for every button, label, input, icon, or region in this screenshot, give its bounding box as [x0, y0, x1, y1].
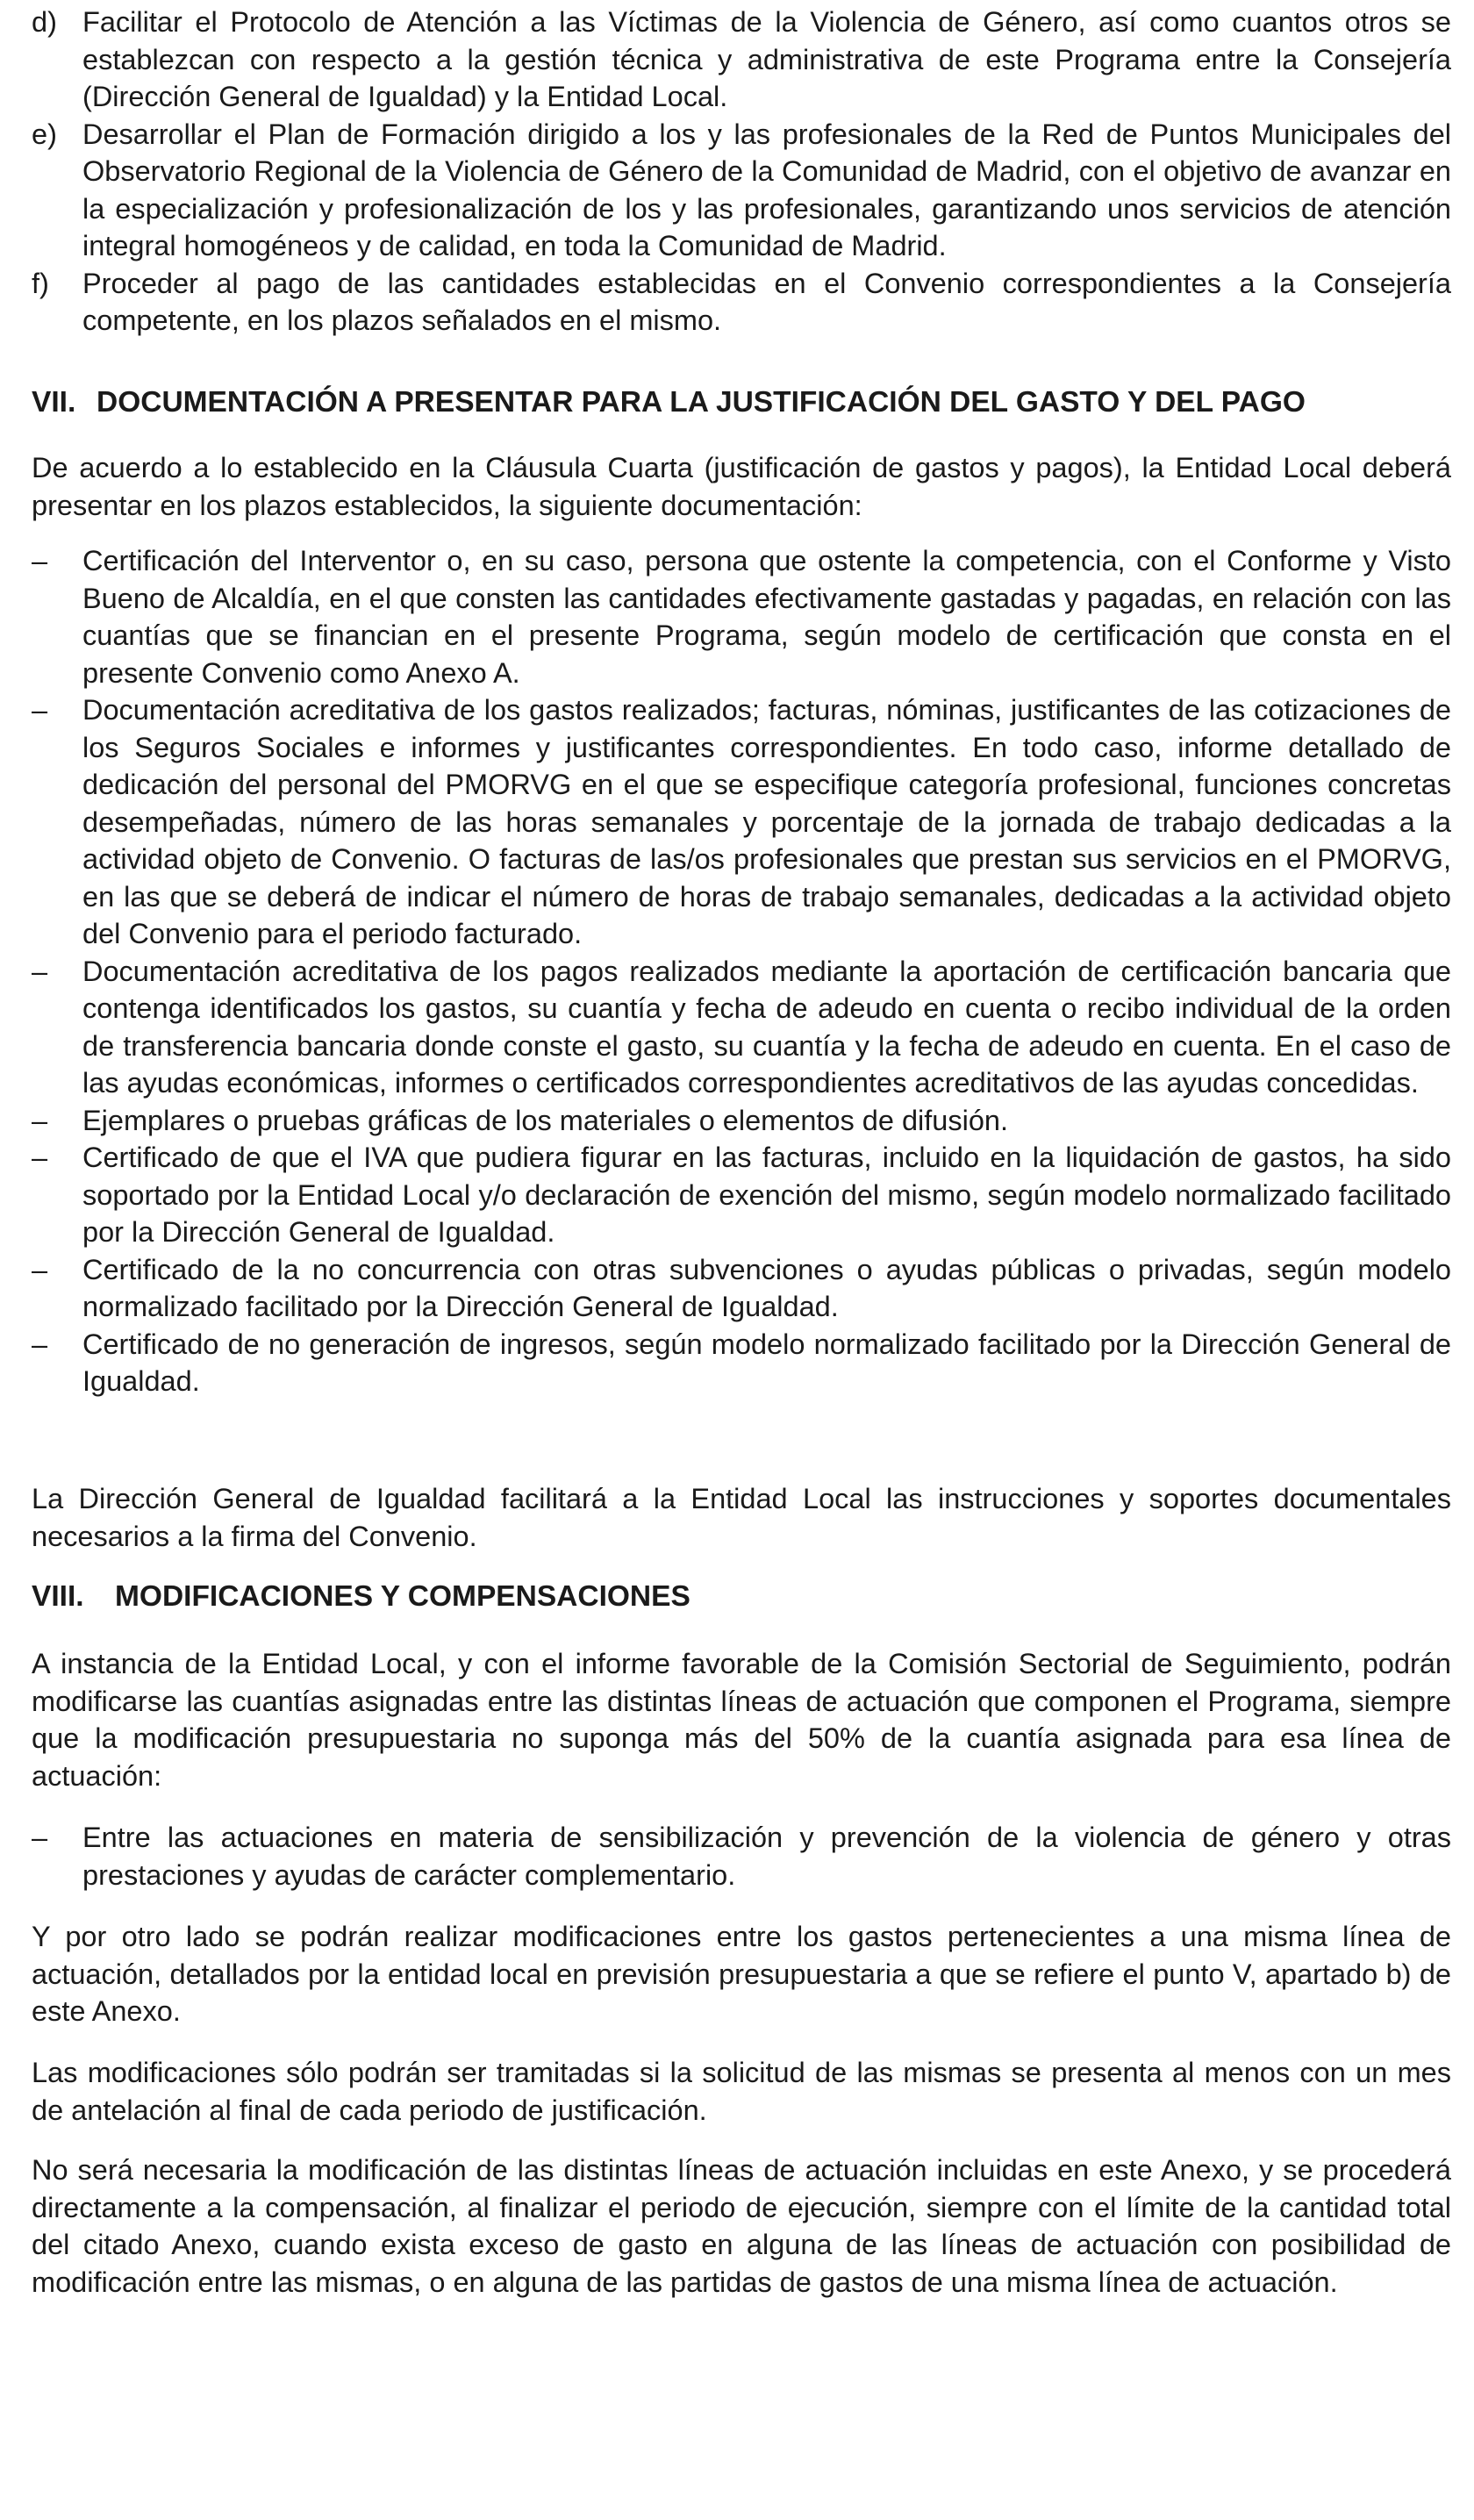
section-viii-para-2: Y por otro lado se podrán realizar modificaciones entre los gastos pertenecientes a una misma línea de actuación, detallados por la entidad local en previsión presupuestaria a que se refiere el punto V, apartado b) de este Anexo.: [32, 1921, 1451, 2027]
list-item: [32, 1326, 1451, 1400]
section-viii-intro: A instancia de la Entidad Local, y con el informe favorable de la Comisión Sectorial de Seguimiento, podrán modificarse las cuantías asignadas entre las distintas líneas de actuación que componen el Programa, siempre que la modificación presupuestaria no suponga más del 50% de la cuantía asignada para esa línea de actuación:: [32, 1648, 1451, 1792]
list-item: [32, 265, 1451, 340]
section-viii-title: MODIFICACIONES Y COMPENSACIONES: [115, 1580, 690, 1613]
section-vii-list: [32, 542, 1451, 1400]
section-vii-closing: La Dirección General de Igualdad facilitará a la Entidad Local las instrucciones y soportes documentales necesarios a la firma del Convenio.: [32, 1483, 1451, 1552]
list-item: [32, 1139, 1451, 1251]
list-item: [32, 953, 1451, 1102]
section-vii-heading: [32, 384, 1451, 422]
item-text: Certificado de que el IVA que pudiera figurar en las facturas, incluido en la liquidación de gastos, ha sido soportado por la Entidad Local y/o declaración de exención del mismo, según modelo normalizado facilitado por la Dirección General de Igualdad.: [82, 1142, 1451, 1248]
list-item: [32, 1819, 1451, 1894]
item-text: Certificación del Interventor o, en su caso, persona que ostente la competencia, con el Conforme y Visto Bueno de Alcaldía, en el que consten las cantidades efectivamente gastadas y pagadas, en relación con las cuantías que se financian en el presente Programa, según modelo de certificación que consta en el presente Convenio como Anexo A.: [82, 545, 1451, 689]
dash-marker: –: [32, 1142, 48, 1173]
section-vii-intro: De acuerdo a lo establecido en la Cláusula Cuarta (justificación de gastos y pagos), la Entidad Local deberá presentar en los plazos establecidos, la siguiente documentación:: [32, 452, 1451, 521]
section-viii-list: [32, 1819, 1451, 1894]
dash-marker: –: [32, 1253, 48, 1285]
section-viii-heading: [32, 1579, 1451, 1616]
item-letter: e): [32, 118, 57, 150]
item-text: Documentación acreditativa de los gastos realizados; facturas, nóminas, justificantes de las cotizaciones de los Seguros Sociales e informes y justificantes correspondientes. En todo caso, informe detallado de dedicación del personal del PMORVG en el que se especifique categoría profesional, funciones concretas desempeñadas, número de las horas semanales y porcentaje de la jornada de trabajo dedicadas a la actividad objeto de Convenio. O facturas de las/os profesionales que prestan sus servicios en el PMORVG, en las que se deberá de indicar el número de horas de trabajo semanales, dedicadas a la actividad objeto del Convenio para el periodo facturado.: [82, 694, 1451, 949]
section-viii-para-3: Las modificaciones sólo podrán ser tramitadas si la solicitud de las mismas se presenta al menos con un mes de antelación al final de cada periodo de justificación.: [32, 2057, 1451, 2126]
item-letter: f): [32, 267, 49, 299]
section-viii-para-4: No será necesaria la modificación de las distintas líneas de actuación incluidas en este Anexo, y se procederá directamente a la compensación, al finalizar el periodo de ejecución, siempre con el límite de la cantidad total del citado Anexo, cuando exista exceso de gasto en alguna de las líneas de actuación con posibilidad de modificación entre las mismas, o en alguna de las partidas de gastos de una misma línea de actuación.: [32, 2154, 1451, 2298]
list-item: [32, 1251, 1451, 1326]
section-vii-title: DOCUMENTACIÓN A PRESENTAR PARA LA JUSTIFICACIÓN DEL GASTO Y DEL PAGO: [97, 386, 1306, 419]
item-text: Certificado de no generación de ingresos, según modelo normalizado facilitado por la Dirección General de Igualdad.: [82, 1328, 1451, 1397]
item-text: Ejemplares o pruebas gráficas de los materiales o elementos de difusión.: [82, 1104, 1009, 1136]
list-item: [32, 691, 1451, 953]
list-item: [32, 542, 1451, 691]
item-letter: d): [32, 6, 57, 38]
item-text: Proceder al pago de las cantidades establecidas en el Convenio correspondientes a la Consejería competente, en los plazos señalados en el mismo.: [82, 267, 1451, 336]
section-viii-number: VIII.: [32, 1580, 84, 1613]
item-text: Entre las actuaciones en materia de sensibilización y prevención de la violencia de género y otras prestaciones y ayudas de carácter complementario.: [82, 1822, 1451, 1891]
dash-marker: –: [32, 1328, 48, 1360]
item-text: Desarrollar el Plan de Formación dirigido a los y las profesionales de la Red de Puntos Municipales del Observatorio Regional de la Violencia de Género de la Comunidad de Madrid, con el objetivo de avanzar en la especialización y profesionalización de los y las profesionales, garantizando unos servicios de atención integral homogéneos y de calidad, en toda la Comunidad de Madrid.: [82, 118, 1451, 261]
item-text: Documentación acreditativa de los pagos realizados mediante la aportación de certificación bancaria que contenga identificados los gastos, su cuantía y fecha de adeudo en cuenta o recibo individual de la orden de transferencia bancaria donde conste el gasto, su cuantía y la fecha de adeudo en cuenta. En el caso de las ayudas económicas, informes o certificados correspondientes acreditativos de las ayudas concedidas.: [82, 955, 1451, 1099]
dash-marker: –: [32, 694, 48, 726]
section-vii-number: VII.: [32, 386, 76, 419]
list-item: [32, 116, 1451, 265]
list-item: [32, 1102, 1451, 1140]
item-text: Certificado de la no concurrencia con otras subvenciones o ayudas públicas o privadas, según modelo normalizado facilitado por la Dirección General de Igualdad.: [82, 1253, 1451, 1322]
dash-marker: –: [32, 1822, 48, 1853]
list-item: [32, 4, 1451, 116]
section-vi-list: [32, 4, 1451, 340]
item-text: Facilitar el Protocolo de Atención a las Víctimas de la Violencia de Género, así como cuantos otros se establezcan con respecto a la gestión técnica y administrativa de este Programa entre la Consejería (Dirección General de Igualdad) y la Entidad Local.: [82, 6, 1451, 112]
dash-marker: –: [32, 955, 48, 987]
dash-marker: –: [32, 1104, 48, 1136]
dash-marker: –: [32, 545, 48, 576]
